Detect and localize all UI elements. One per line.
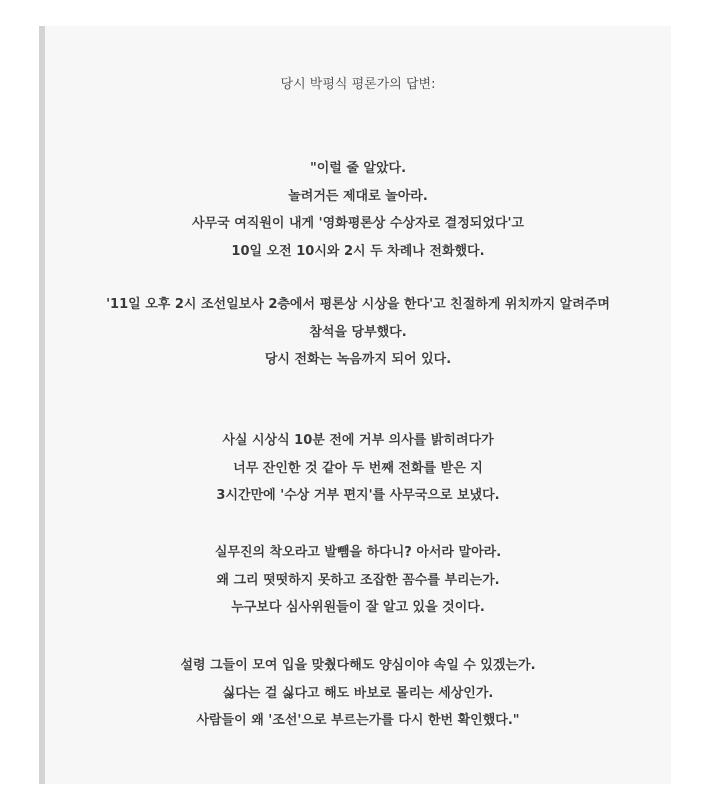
quote-line: 3시간만에 '수상 거부 편지'를 사무국으로 보냈다. [216, 488, 500, 503]
blockquote [39, 26, 671, 784]
quote-line: 참석을 당부했다. [309, 324, 407, 340]
quote-line: '11일 오후 2시 조선일보사 2층에서 평론상 시상을 한다'고 친절하게 위치까지 알려주며 [106, 297, 610, 312]
quote-line: 사실 시상식 10분 전에 거부 의사를 밝히려다가 [222, 433, 494, 448]
paragraph-1 [45, 155, 671, 265]
quote-line: 10일 오전 10시와 2시 두 차례나 전화했다. [231, 243, 485, 259]
paragraph-2 [45, 291, 671, 374]
quote-line: 놀려거든 제대로 놀아라. [288, 188, 428, 204]
quote-line: 실무진의 착오라고 발뺌을 하다니? 아서라 말아라. [214, 545, 502, 560]
quote-intro: 당시 박평식 평론가의 답변: [280, 77, 436, 92]
quote-line: "이럴 줄 알았다. [309, 161, 407, 176]
quote-line: 싫다는 걸 싫다고 해도 바보로 몰리는 세상인가. [222, 685, 494, 701]
paragraph-4 [45, 539, 671, 622]
quote-line: 너무 잔인한 것 같아 두 번째 전화를 받은 지 [233, 460, 483, 476]
quote-line: 누구보다 심사위원들이 잘 알고 있을 것이다. [231, 600, 485, 615]
quote-line: 당시 전화는 녹음까지 되어 있다. [264, 352, 452, 367]
quote-line: 설령 그들이 모여 입을 맞췄다해도 양심이야 속일 수 있겠는가. [180, 658, 536, 673]
quote-line: 사무국 여직원이 내게 '영화평론상 수상자로 결정되었다'고 [192, 216, 524, 231]
quote-line: 사람들이 왜 '조선'으로 부르는가를 다시 한번 확인했다." [196, 713, 520, 728]
paragraph-3 [45, 427, 671, 510]
paragraph-5 [45, 652, 671, 735]
quote-line: 왜 그리 떳떳하지 못하고 조잡한 꼼수를 부리는가. [216, 572, 500, 588]
